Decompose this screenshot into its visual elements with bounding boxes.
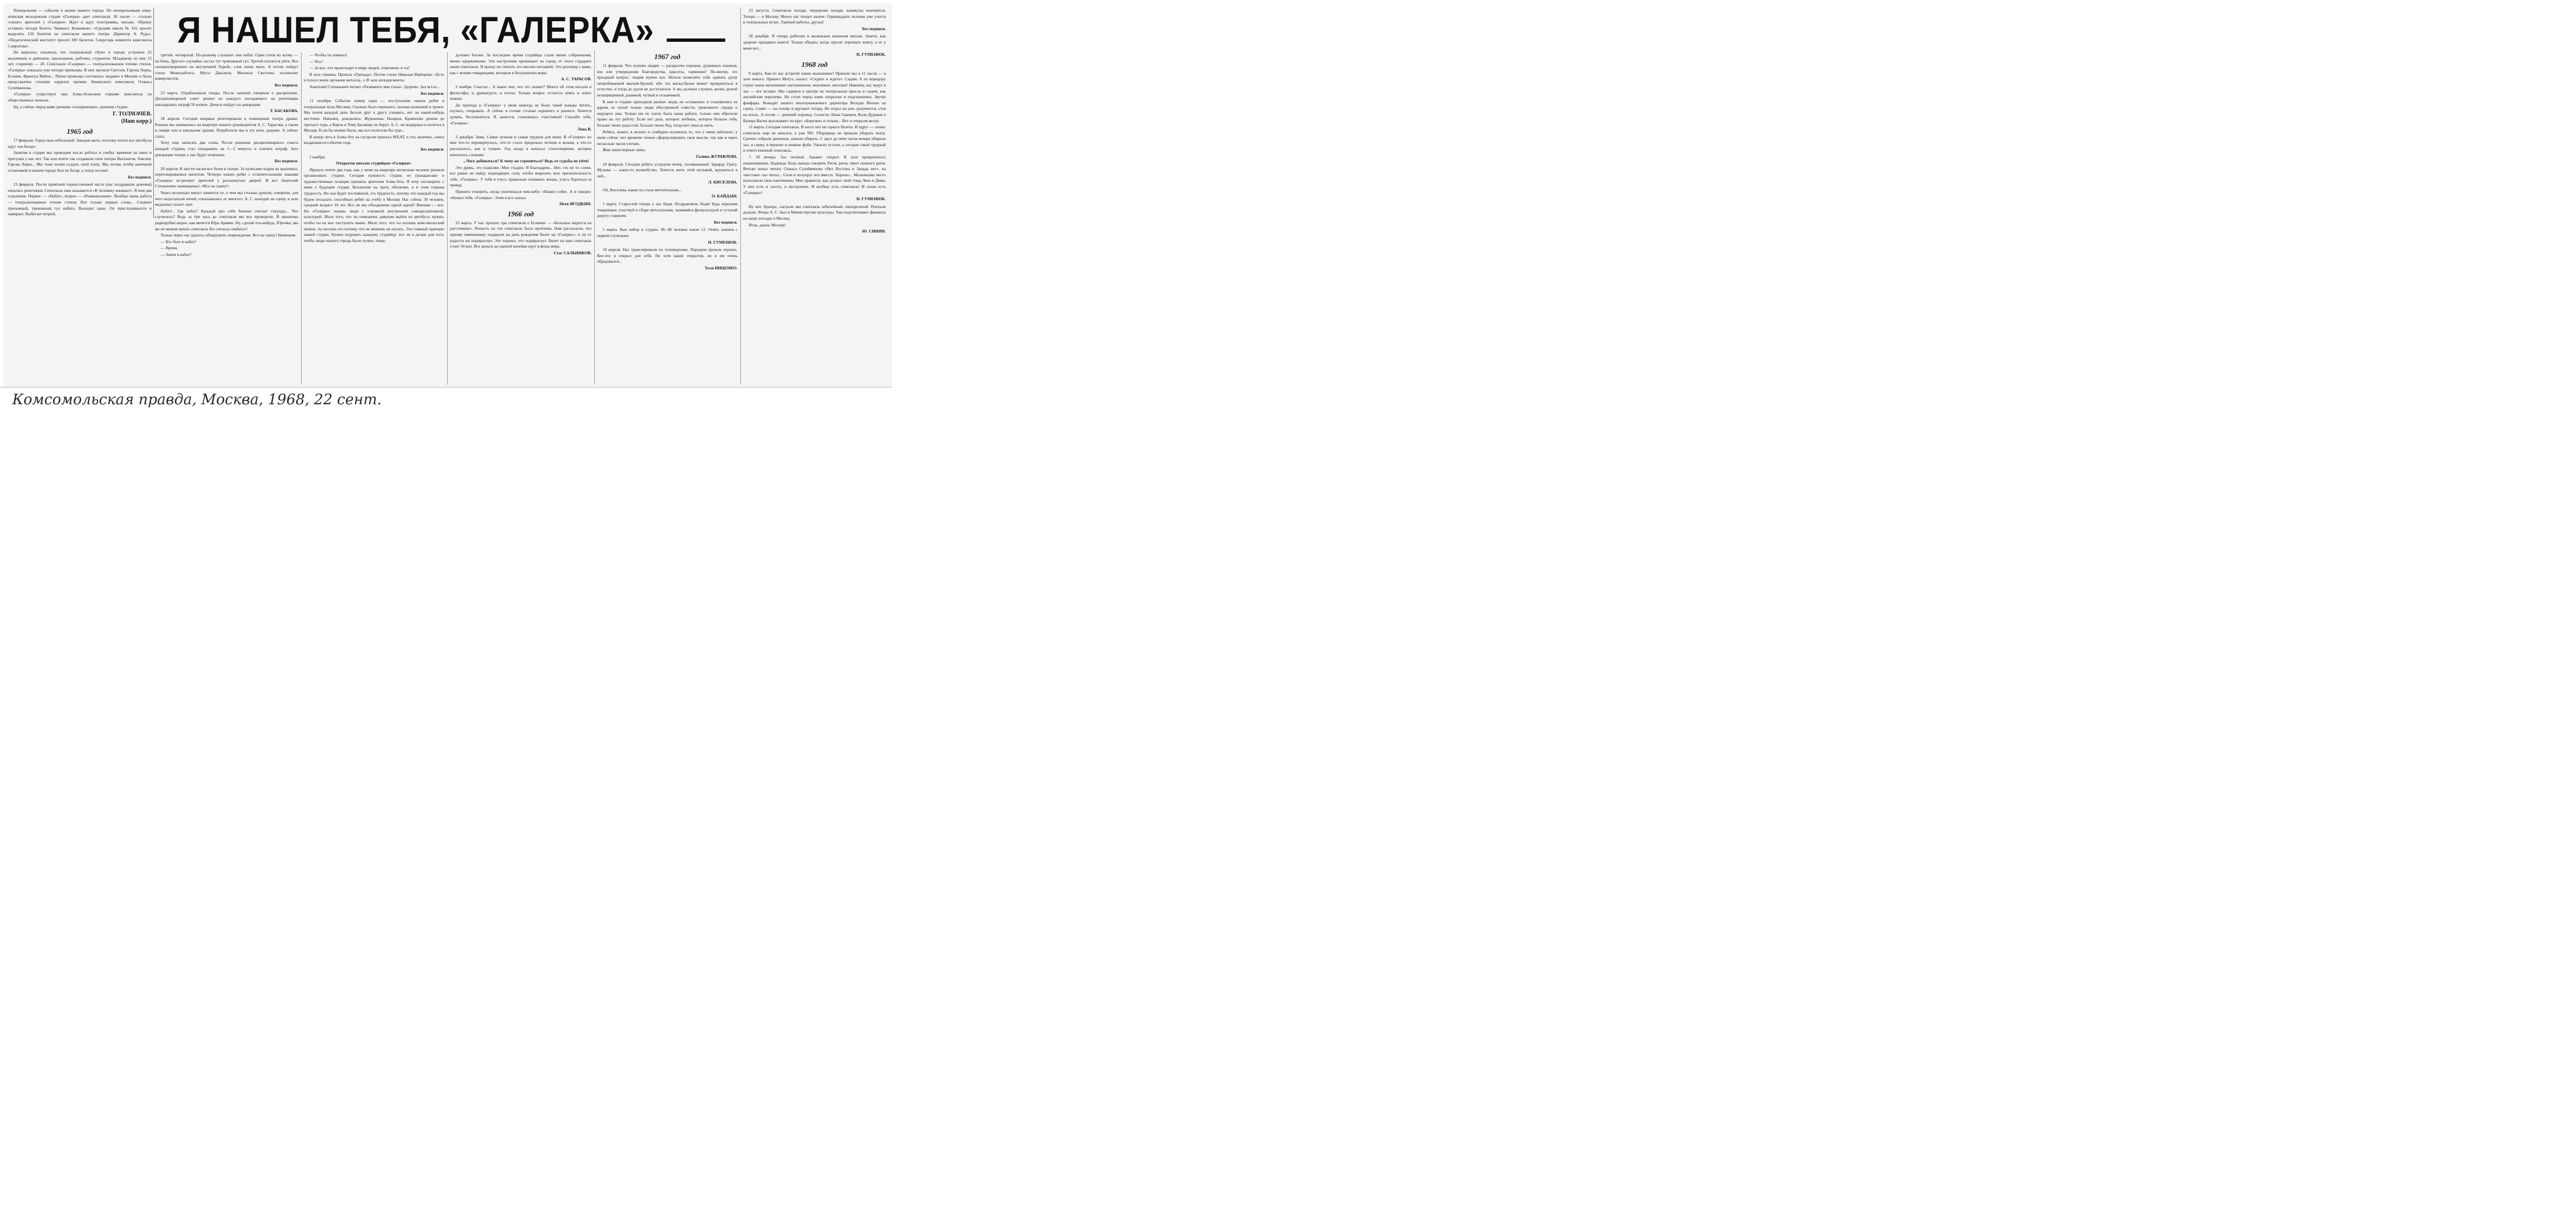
year-heading-1966: 1966 год: [507, 209, 534, 218]
diary-entry: 8 марта. Как-то нас встретят наши мальчишки? Пришли мы в 11 часов — в зале никого. Пришел Мотуз, сказал: «Сидите и ждите». Сидим. А по коридору снуют наши мальчишки: наглаженные, вежливые, веселые! Наконец, нас ведут в зал — все встают. Мы садимся в центре на театральные кресла и сидим, как английские королевы. На столе перед нами открытки и подснежники. Звучат фанфары. Выводят нашего многоуважаемого директора Володю Витько на сцену, ставят — на голову и вручают гитару. Но играл он уже, разумеется, стоя на ногах. А потом — девичий хоровод. Солисты Леша Скачков, Коля Дураков и Валера Васин выплывают на круг. «Березки» и только... Вот и открыли весну.: [743, 70, 886, 123]
entry-signature: Л. КИСЕЛЕВА.: [708, 180, 738, 185]
open-letter-title: Открытое письмо студийцам «Галерки».: [336, 161, 413, 166]
intro-paragraph: «Галерка» существует при Алма-Атинском горкоме комсомола на общественных началах.: [8, 91, 152, 103]
diary-entry: Через несколько минут начнется то, о чем мы столько думали, говорили, для чего недосыпали ночей, отказывались от многого. А. С. выходит на сцену, в зале медленно гаснет свет.: [155, 190, 298, 207]
clipping-edge: [0, 387, 892, 388]
entry-signature: Без подписи.: [128, 174, 152, 180]
entry-signature: Н. ГУМЕНЮК.: [856, 196, 886, 202]
entry-signature: Без подписи.: [274, 158, 298, 164]
diary-entry: духовно богаче. За последнее время студийцы стали менее собранными, менее одержимыми. Эти настроения проникают на сцену, от этого страдают наши спектакли. Я прошу не считать это письмо нотацией. Это разговор с вами, как с моими товарищами, которым я безгранично верю.: [450, 52, 591, 75]
entry-signature: Стас САЛЬНИКОВ.: [554, 250, 591, 255]
entry-signature: Толя НИЦЕНКО.: [705, 265, 738, 270]
intro-paragraph: Понедельник — событие в жизни нашего города. По понедельникам алма-атинская молодежная студия «Галерка» дает спектакли. 30 тысяч — столько «своих» зрителей у «Галерки». Идут и идут телеграммы, письма. «Прошу оставить четыре билета. Чимкент. Коженков». «Средняя школа № 101 просит выделить 150 билетов на спектакли вашего театра. Директор А. Рудь». «Педагогический институт просит 300 билетов. Секретарь комитета комсомола Самратова».: [8, 8, 152, 49]
diary-entry: Ой, Киселева, какая ты стала мечтательная...: [603, 187, 682, 192]
diary-entry: 11 марта. Сегодня спектакль. В кассе нет ни одного билета. И вдруг — снова: спектакль еще не начался, а уже ЧП. Уборщицы не пришли убирать театр. Срочно собрали девчонок, начали убирать. С двух до пяти часов вечера убирали зал, и сцену, и верхнее и нижнее фойе. Ужасно устали, а сегодня такой трудный и ответственный спектакль.: [743, 124, 886, 153]
diary-entry: Это дрянь, это плаксиво. Мне стыдно. Я благодарен... Нет, это не то слово, все равно не найду подходящих слов, чтобы выразить всю признательность тебе, «Галерка». У тебя я учусь правильно понимать жизнь, учусь бороться за правду.: [450, 164, 591, 188]
newspaper-clipping: [3, 3, 892, 387]
diary-entry: 23 августа. Спектакли позади, переделки позади, каникулы кончаются. Теперь — в Москву. Много нас поедет нынче. Одиннадцать человек уже учатся в театральных вузах. Удачной работы, друзья!: [743, 8, 886, 25]
handwritten-source-note: Комсомольская правда, Москва, 1968, 22 сент.: [12, 391, 382, 408]
diary-column-4: [447, 52, 593, 385]
article-intro-column: [8, 8, 154, 218]
diary-column-5: [594, 50, 739, 385]
entry-signature: Без подписи.: [862, 26, 886, 31]
diary-entry: 23 февраля. После приятной торжественной части (нас поздравили девочки) началась репетиция. Спектакль наш называется «К человеку взываю!». В нем два отделения. Первое — «Набат», второе — «Размышления». Вообще наша работа — театрализованное чтение стихов. Вот только первые слова... Слышен призывный, тревожный гул набата. Выходит один. Он прислушивается и замирает. Выбегает второй,: [8, 182, 152, 217]
diary-entry: Прошло почти два года, как у меня на квартире несколько человек решили организовать студию. Сегодня нужность студии, ее гражданские и художественные позиции приняты зрителем Алма-Аты. Я хочу поговорить с вами о будущем студии. Коллектив на треть обновлен, и в этом главная трудность. Но она будет постоянной, эта трудность, потому что каждый год мы будем посылать способных ребят на учебу в Москву. Нас сейчас 30 человек, средний возраст 18 лет. Все ли мы объединены одной идеей? Внешне — все. Но «Галерке» нужны люди с огромной внутренней самодисциплиной, культурой. Мало того, что ты поможешь девушке выйти из автобуса: нужно, чтобы ты не мог поступить иначе. Мало того, что ты носишь комсомольский значок, ты носишь его потому, что не можешь не носить. Это главный принцип нашей студии. Нужно подумать каждому студийцу: все ли я делаю для того, чтобы люди нашего города были лучше, чище,: [304, 167, 444, 243]
diary-entry: 18 апреля. Сегодня впервые репетировали в помещении театра драмы. Раньше мы занимались на квартире нашего руководителя А. С. Тарасова, а также в сквере или в школьном здании. Поработали мы в эту ночь здорово. А сейчас спать.: [155, 115, 298, 139]
diary-entry: Хочу еще записать два слова. После решения дисциплинарного совета каждый студиец стал опаздывать на 1—2 минуты и платить штраф. Зато декорации теперь у нас будут отличные.: [155, 140, 298, 157]
entry-signature: Без подписи.: [274, 82, 298, 88]
diary-entry: 18 февраля. Сегодня ребята устроили вечер, посвященный Эдварду Григу. Музыка — какое-то волшебство. Хочется жить этой музыкой, кружиться в ней...: [597, 161, 738, 178]
intro-paragraph: Ну, а сейчас перед вами дневник «галеркинцев», дневник студии.: [13, 104, 128, 109]
diary-entry: К нам в студию приходили разные люди, но оставались и становились ее ядром, ее силой только люди обостренной совести, тревожного сердца и ищущего ума. Только им по плечу была наша работа, только они обретали право на эту работу. Если нет дела, которое любишь, которое больше тебя, больше твоих радостей, больше твоих бед, тогда нет смысла жить.: [597, 99, 738, 128]
dialogue-line: — Зачем в набат?: [161, 252, 192, 257]
entry-signature: Н. ГУМЕНЮК.: [708, 239, 738, 245]
entry-signature: Петя ЯГОДКИН.: [559, 201, 591, 207]
poem-quote: ...Чего добиваться? К чему же стремиться? Ведь от судьбы не уйти!: [463, 158, 589, 164]
diary-entry: Анатолий Степанович читает «Развяжите мне глаза». Здорово. Зал встал...: [309, 84, 440, 89]
entry-signature: О. КАЙДАШ.: [711, 193, 738, 199]
diary-entry: Только через час удалось обнаружить повреждение. Все на сцену! Начинаем.: [161, 233, 297, 238]
author-byline-note: (Наш корр.): [121, 118, 152, 125]
diary-entry: Занятия в студии мы проводим после работы и учебы: времени на кино и прогулки у нас нет. Так или почти так создавали свои театры Вахтангов, Хмелев, Гарсиа Лорка... Мы тоже хотим создать свой театр. Мы хотим, чтобы конечной остановкой в нашем городе был не базар, а театр поэзии!: [8, 150, 152, 173]
entry-signature: Ю. СИНИН.: [862, 229, 886, 234]
year-heading-1967: 1967 год: [654, 52, 681, 61]
diary-entry-date: 1 ноября.: [309, 154, 326, 159]
entry-signature: Н. ГУМЕНЮК.: [856, 52, 886, 57]
diary-entry: 7. 30 вечера. Зал полный. Занавес открыт. В зале прекратилось покашливание. Надежда Хиль начала говорить Ритм, ритм, тянет немного ритм. Витько начал читать Олжаса Сулейменова «Нет Востока и Запада нет», на «востоке» зал читал... Сели в полукруг все вместе. Хорошо... Мальчишки чисто выполнили свои пантомимы. Мне нравится, как делают свой этюд Лена и Дима. У них есть и злость, и настроение. И вообще есть спектакль! И снова есть «Галерка»!: [743, 154, 886, 195]
dialogue-line: — Чтобы ты помнил!: [309, 52, 347, 57]
entry-signature: Без подписи.: [420, 146, 444, 152]
diary-entry: 28 декабря. Я теперь работаю в маленьком книжном киоске. Знаете, как здорово продавать книги! Только обидно, когда просят хорошую книгу, а ее у меня нет...: [743, 33, 886, 51]
headline: Я НАШЕЛ ТЕБЯ, «ГАЛЕРКА»: [177, 9, 654, 50]
diary-entry: Ну вот, братцы, сыграли мы спектакль юбилейный, пятидесятый. Поехали дальше. Вчера А. С. был в Министерстве культуры. Там подсчитывают финансы на нашу поездку в Москву.: [743, 204, 886, 221]
entry-signature: А. С. ТАРАСОВ.: [561, 76, 591, 82]
diary-entry: 1 марта. Старостой теперь у нас Надя. Поздравляем, Надя! Будь хорошим товарищем, участвуй в сборе металлолома, занимайся физкультурой и уступай дорогу старшим.: [597, 201, 738, 219]
diary-entry: 10 апреля. Нас транслировали по телевидению. Передача прошла хорошо. Кое-что я открыл для себя. Не хотя какие открытия, но я им очень обрадовался...: [597, 247, 738, 264]
year-heading-1968: 1968 год: [801, 60, 828, 69]
diary-entry: До прихода в «Галерку» у меня никогда не было такой жажды читать, изучать, открывать. А сейчас в голове столько хорошего и разного. Хочется думать, беспокоиться. Я, кажется, становлюсь счастливой! Спасибо тебе, «Галерка».: [450, 102, 591, 125]
entry-signature: Без подписи.: [420, 90, 444, 96]
diary-entry: 3 декабря. Зима. Самая лучшая и самая трудная для меня. В «Галерке» во мне что-то перевернулось, что-то стало предельно четким и ясным, а что-то расплылось, как в тумане. Год назад я написал стихотворение, которое кончалось словами:: [450, 134, 591, 157]
diary-entry: 17 февраля. Город наш небольшой. Заводов мало, поэтому почти все автобусы идут «на базар».: [8, 138, 152, 149]
headline-rule: [667, 38, 725, 42]
diary-column-2: [155, 52, 300, 385]
diary-entry: 22 марта. У нас прошло три спектакля о Есенине — «Большое видится на расстоянии». Попасть на эти спектакли была проблема. Нам рассказали, что одному имениннику подарили на день рождения билет на «Галерку», и он от радости аж подпрыгнул. Это хорошо, что подпрыгнул. Билет на наш спектакль стоит 50 коп. Все деньги до единой копейки идут в фонд мира.: [450, 220, 591, 249]
year-heading-1965: 1965 год: [66, 127, 93, 136]
diary-entry: 2 ноября. Счастье... А какое оно, что это значит? Много об этом писали и философы, и драматурги, и поэты. Только вопрос остается опять и опять новым.: [450, 84, 591, 101]
diary-entry: Принято говорить, когда увлечешься чем-либо: «Нашел себя». А я говорю: «Нашел тебя, «Галерка». Этим я все сказал.: [450, 189, 591, 200]
diary-entry: В конце лета в Алма-Ату на гастроли приехал МХАТ, и это, конечно, самое выдающееся событие года.: [304, 134, 444, 146]
diary-entry: 11 октября. Событие номер один — поступление наших ребят в театральные вузы Москвы. Сколько было пережито, сколько волнений и тревог. Мы почти каждый день бегали друг к другу узнавать, нет ли какой-нибудь весточки. Наконец, дождались: Журавлева, Назаров, Кравченко дошли до третьего тура, а Карла и Тому Басакову не берут. А. С. не выдержал и полетел в Москву. Если бы можно было, мы все полетели бы туда...: [304, 98, 444, 133]
entry-signature: Галина ЖУРАВЛЕВА.: [696, 153, 738, 159]
entry-signature: Лена В.: [577, 127, 591, 132]
diary-entry: 23 марта. Отрабатывали этюды. После занятий говорили о дисциплине. Дисциплинарный совет решил на каждого опоздавшего на репетицию накладывать штраф 50 копеек. Деньги пойдут на декорации.: [155, 90, 298, 107]
diary-entry: Итак, даешь Москву!: [749, 222, 786, 228]
diary-entry: 5 марта. Был набор в студию. Из 80 человек взяли 12. Опять начнем с первой ступеньки.: [597, 227, 738, 239]
diary-entry: 20 апреля. К шести часам все были в театре. За кулисами ходим на цыпочках, переговариваемся шепотом. Четверо наших ребят с отличительными знаками «Галерка» встречают зрителей у распахнутых дверей. И вот Анатолий Степанович скомандовал: «Все на сцену!»: [155, 166, 298, 189]
entry-signature: Т. БАСАКОВА.: [270, 108, 298, 114]
dialogue-line: — За все, что происходит в мире людей, отвечаешь и ты!: [309, 65, 410, 71]
diary-entry: Набат!.. Где набат? Каждый про себя бешено считает секунды... Что случилось? Ведь за три часа до спектакля мы все проверили. В окошечко радиорубки видно, как мечется Юра Аравин. Ну, сделай что-нибудь, Юрочка, мы же не можем начать спектакль без сигнала «набата»!: [155, 208, 298, 231]
intro-paragraph: Не верилось поначалу, что театральный «бум» в городе устроили 25 мальчишек и девчонок: школьников, рабочих, студентов. Младшему из них 15 лет, старшему — 20. Спектакли «Галерки» — театрализованное чтение стихов. «Галерка» показала уже четыре премьеры. В них звучали Светлов, Гарсиа Лорка, Есенин, Франсуа Вийон... Пятая премьера состоялась недавно в Москве и была представлена стихами лауреата премии Ленинского комсомола Олжаса Сулейменова.: [8, 50, 152, 90]
diary-entry: третий, четвертый. По-разному слушают они набат. Один готов ко всему — он боец. Другого случайно застал тут тревожный гул. Третий пытается уйти. Все сконцентрировано на внутренней борьбе, слов очень мало. А потом пойдут стихи Межелайтиса, Мусы Джалиля, Михаила Светлова, испанских коммунистов.: [155, 52, 298, 81]
dialogue-line: — Кто бьет в набат?: [161, 239, 196, 244]
diary-column-6: [740, 8, 887, 385]
dialogue-line: — Что?: [309, 59, 323, 64]
diary-entry: Ребята, может, я нелепо и сумбурно изложила то, что у меня наболело: у меня сейчас нет времени точнее сформулировать свои мысли, так как я через несколько часов улетаю.: [597, 129, 738, 146]
entry-signature: Без подписи.: [714, 219, 738, 225]
diary-column-3: [301, 52, 446, 385]
author-byline: Г. ТОЛМАЧЕВ.: [113, 111, 152, 118]
diary-entry: Жму ваши верные лапы.: [603, 147, 646, 153]
dialogue-line: — Время.: [161, 245, 178, 251]
diary-entry: В зале тишина. Прошла «Гренада». Потом стихи Николая Майорова: «Есть в голосе моем звучание металла...» В зале аплодисменты.: [304, 71, 444, 83]
diary-entry: 11 февраля. Что нужнее людям — раскрытие пороков, душевных изъянов, язв или утверждение благородства, красоты, гармонии? По-моему, это праздный вопрос: людям нужно все. Нельзя позволять себе одевать душу непробиваемой маской-броней, ибо эта маска-броня может превратиться в естество, и тогда до души не достучаться. А мы должны слушать жизнь душой незащищенной, ранимой, чуткой и отзывчивой.: [597, 63, 738, 98]
